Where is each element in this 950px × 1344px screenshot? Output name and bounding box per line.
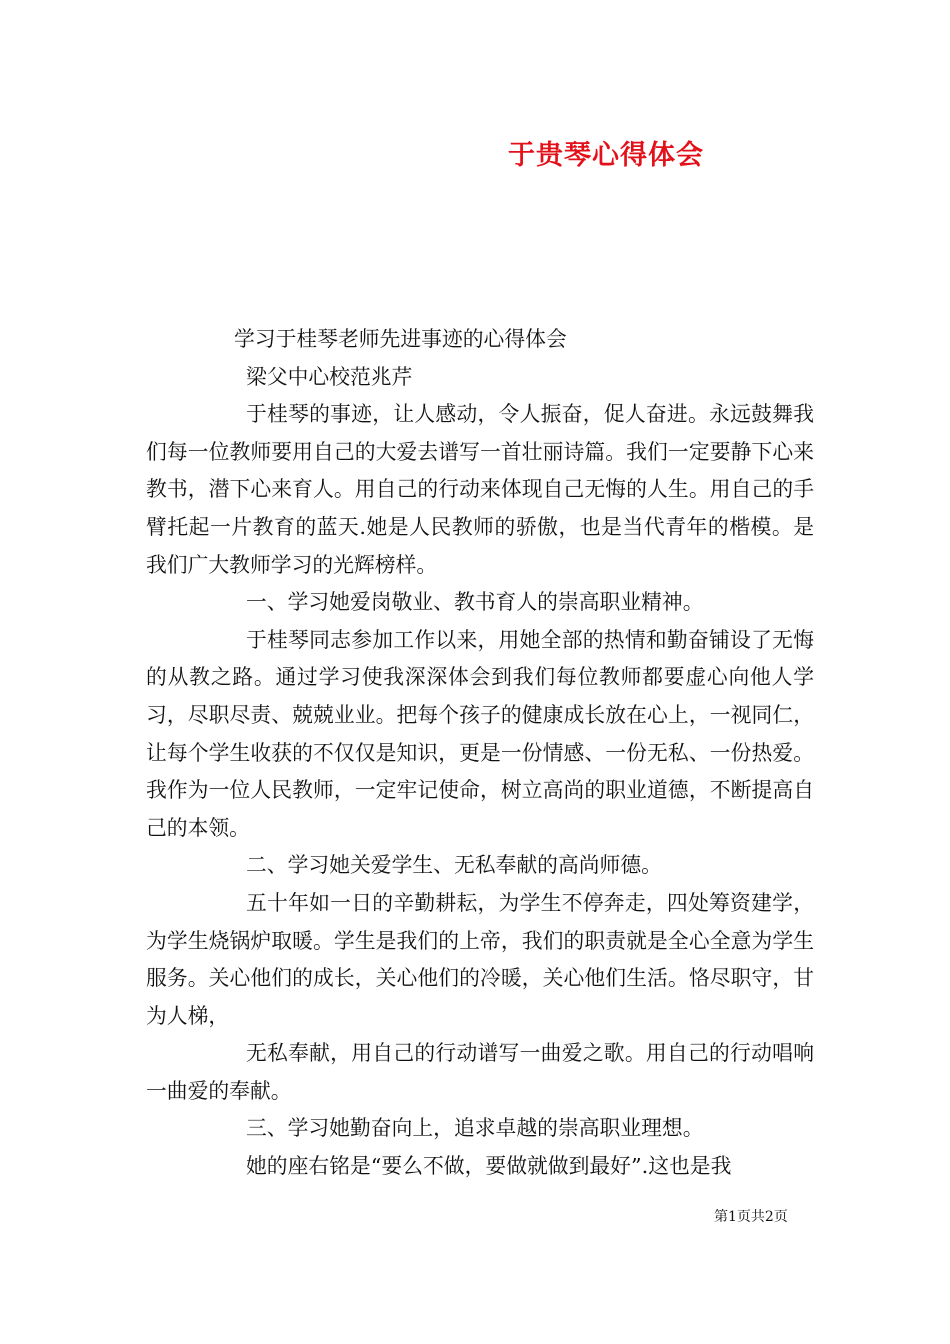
paragraph: 于桂琴同志参加工作以来，用她全部的热情和勤奋铺设了无悔的从教之路。通过学习使我深深体会到我们每位教师都要虚心向他人学习，尽职尽责、兢兢业业。把每个孩子的健康成长放在心上，一视同仁，让每个学生收获的不仅仅是知识，更是一份情感、一份无私、一份热爱。我作为一位人民教师，一定牢记使命，树立高尚的职业道德，不断提高自己的本领。 — [146, 627, 814, 840]
document-body — [146, 321, 814, 1186]
paragraph: 于桂琴的事迹，让人感动，令人振奋，促人奋进。永远鼓舞我们每一位教师要用自己的大爱去谱写一首壮丽诗篇。我们一定要静下心来教书，潜下心来育人。用自己的行动来体现自己无悔的人生。用自己的手臂托起一片教育的蓝天.她是人民教师的骄傲，也是当代青年的楷模。是我们广大教师学习的光辉榜样。 — [146, 402, 814, 577]
document-author: 梁父中心校范兆芹 — [246, 364, 413, 389]
document-subtitle: 学习于桂琴老师先进事迹的心得体会 — [234, 327, 567, 351]
paragraph: 她的座右铭是“要么不做，要做就做到最好”.这也是我 — [246, 1154, 732, 1179]
page-number: 第1页共2页 — [714, 1209, 788, 1225]
section-heading: 一、学习她爱岗敬业、教书育人的崇高职业精神。 — [246, 590, 704, 615]
document-title: 于贵琴心得体会 — [508, 140, 704, 171]
section-heading: 三、学习她勤奋向上，追求卓越的崇高职业理想。 — [246, 1116, 704, 1141]
paragraph: 无私奉献，用自己的行动谱写一曲爱之歌。用自己的行动唱响一曲爱的奉献。 — [146, 1041, 814, 1103]
paragraph: 五十年如一日的辛勤耕耘，为学生不停奔走，四处筹资建学，为学生烧锅炉取暖。学生是我们的上帝，我们的职责就是全心全意为学生服务。关心他们的成长，关心他们的冷暖，关心他们生活。恪尽职守，甘为人梯， — [146, 890, 814, 1028]
section-heading: 二、学习她关爱学生、无私奉献的高尚师德。 — [246, 853, 662, 878]
